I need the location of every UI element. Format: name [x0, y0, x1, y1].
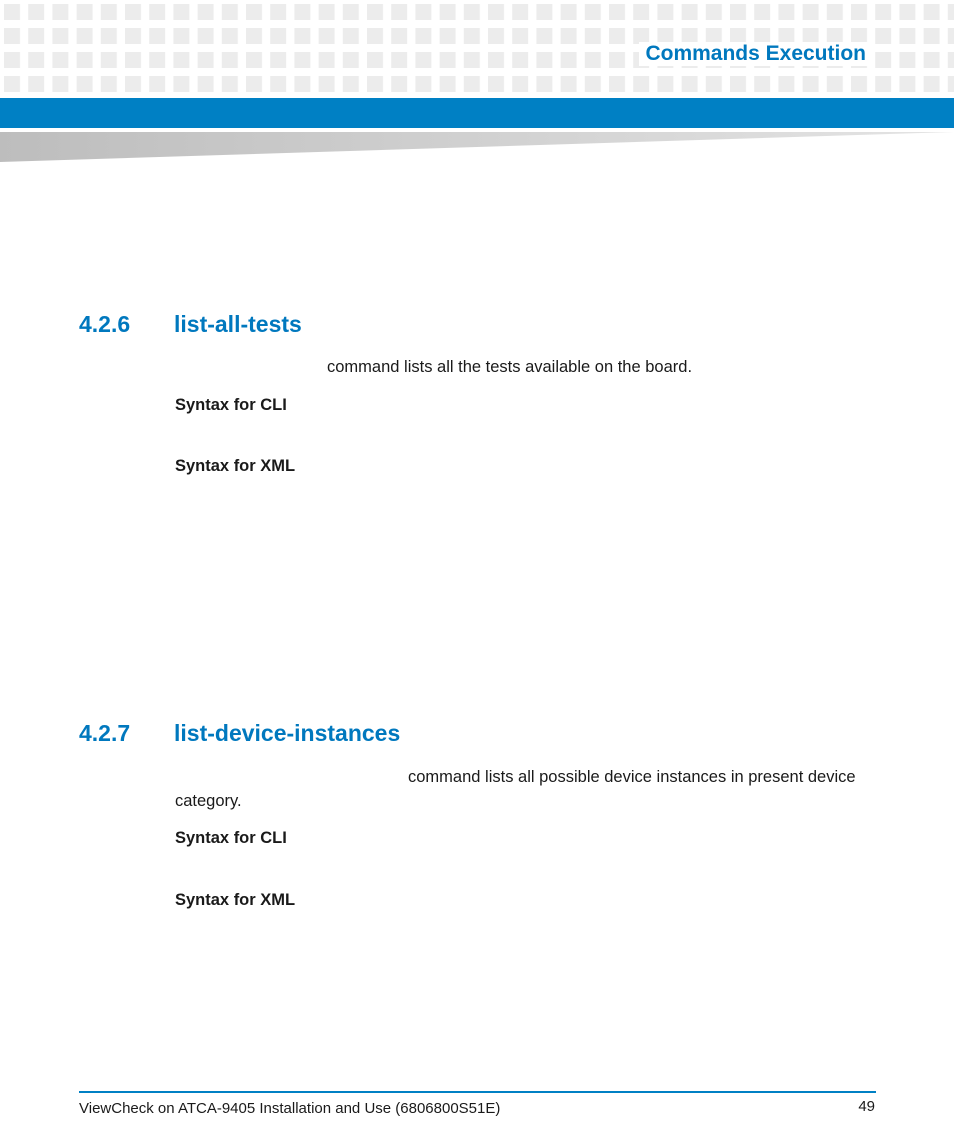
- section-description-line1: command lists all possible device instances in present device: [408, 768, 856, 786]
- section-description-line2: category.: [175, 792, 242, 810]
- header-blue-band: [0, 98, 954, 128]
- section-description: command lists all the tests available on the board.: [327, 358, 693, 376]
- section-heading-list-all-tests: [79, 311, 302, 338]
- syntax-cli-heading: Syntax for CLI: [175, 396, 287, 414]
- section-number: 4.2.7: [79, 720, 131, 746]
- section-title: list-device-instances: [174, 720, 401, 746]
- footer-rule: [79, 1091, 876, 1093]
- footer-document-title: ViewCheck on ATCA-9405 Installation and Use (6806800S51E): [79, 1100, 501, 1117]
- section-number: 4.2.6: [79, 311, 131, 337]
- section-title: list-all-tests: [174, 311, 302, 337]
- syntax-xml-heading: Syntax for XML: [175, 891, 296, 909]
- syntax-xml-heading: Syntax for XML: [175, 457, 296, 475]
- chapter-title: Commands Execution: [639, 42, 872, 66]
- header-grey-wedge: [0, 128, 954, 164]
- syntax-cli-heading: Syntax for CLI: [175, 829, 287, 847]
- footer-page-number: 49: [858, 1098, 875, 1115]
- section-heading-list-device-instances: [79, 720, 400, 747]
